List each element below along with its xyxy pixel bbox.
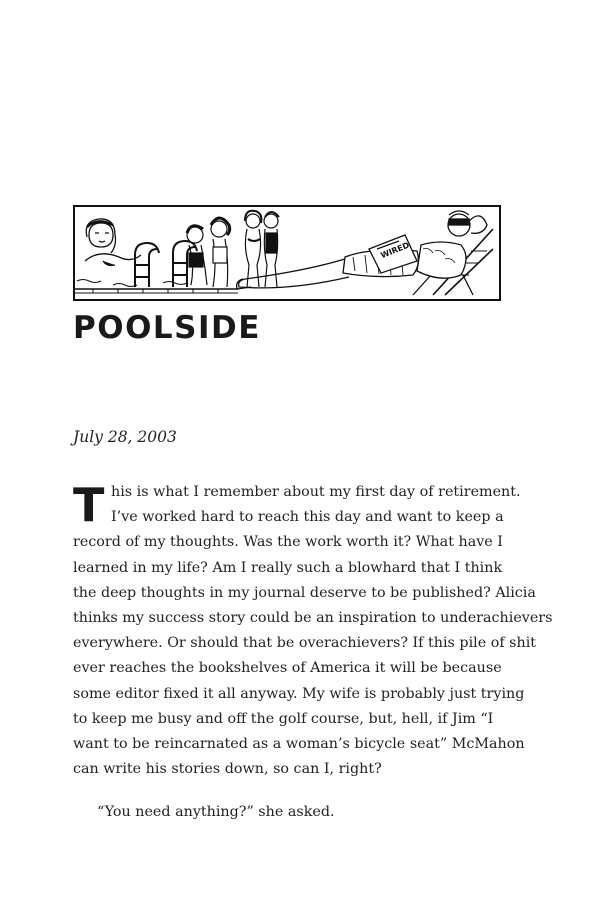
body-line: his is what I remember about my first day of retirement.	[111, 484, 521, 500]
body-line: record of my thoughts. Was the work worth it? What have I	[73, 534, 503, 551]
body-line: ever reaches the bookshelves of America it will be because	[73, 660, 502, 677]
body-line: to keep me busy and off the golf course, but, hell, if Jim “I	[73, 710, 494, 727]
dialogue-paragraph: “You need anything?” she asked.	[97, 804, 335, 820]
poolside-scene-illustration	[73, 205, 501, 301]
wired-magazine-label: WIRED	[379, 240, 411, 261]
body-line: want to be reincarnated as a woman’s bicycle seat” McMahon	[73, 735, 525, 752]
body-line: some editor fixed it all anyway. My wife is probably just trying	[73, 685, 525, 702]
body-line: can write his stories down, so can I, right?	[73, 761, 382, 778]
body-line: the deep thoughts in my journal deserve to be published? Alicia	[73, 584, 536, 601]
body-line: everywhere. Or should that be overachievers? If this pile of shit	[73, 635, 537, 652]
chapter-title: POOLSIDE	[73, 310, 261, 346]
opening-lines	[73, 478, 521, 532]
body-line: I’ve worked hard to reach this day and want to keep a	[111, 509, 504, 526]
body-line: learned in my life? Am I really such a blowhard that I think	[73, 559, 503, 576]
entry-date: July 28, 2003	[73, 428, 177, 446]
entry-body	[73, 478, 553, 782]
drop-cap: T	[73, 478, 105, 532]
body-line: thinks my success story could be an inspiration to underachievers	[73, 609, 553, 626]
